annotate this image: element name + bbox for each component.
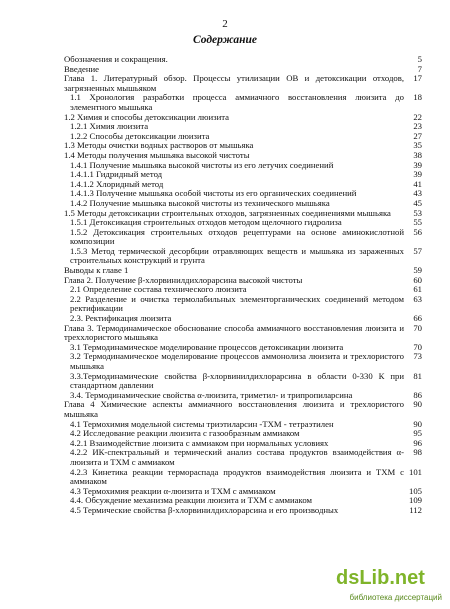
toc-entry	[64, 372, 422, 391]
toc-entry-text: 1.5.3 Метод термической десорбции отравляющих веществ и мышьяка из зараженных строительных конструкций и грунта	[70, 245, 404, 266]
toc-entry-page: 101	[408, 466, 422, 477]
toc-entry	[64, 352, 422, 371]
toc-entry-text: 3.4. Термодинамические свойства α-люизита, триметил- и трипропиларсина	[70, 389, 353, 400]
toc-entry-page: 95	[413, 428, 422, 439]
toc-entry-page: 23	[413, 121, 422, 132]
toc-entry-text: Глава 2. Получение β-хлорвинилдихлорарсина высокой чистоты	[64, 274, 303, 285]
toc-entry	[64, 295, 422, 314]
toc-entry	[64, 448, 422, 467]
toc-entry-text: 4.4. Обсуждение механизма реакции люизита и ТХМ с аммиаком	[70, 495, 312, 506]
toc-entry-page: 5	[417, 54, 422, 64]
toc-entry-text: 1.4.1.2 Хлоридный метод	[70, 178, 164, 189]
toc-entry-text: 1.5.1 Детоксикация строительных отходов методом щелочного гидролиза	[70, 217, 342, 228]
toc-entry-text: 1.2.2 Способы детоксикации люизита	[70, 130, 210, 141]
toc-entry-page: 63	[413, 293, 422, 304]
toc-entry-text: Введение	[64, 63, 100, 74]
toc-entry-page: 38	[413, 149, 422, 160]
toc-entry-text: 4.2.1 Взаимодействие люизита с аммиаком при нормальных условиях	[70, 437, 329, 448]
watermark-logo: dsLib.net	[336, 567, 425, 589]
toc-entry-text: 3.1 Термодинамическое моделирование процессов детоксикации люизита	[70, 341, 344, 352]
toc-entry-page: 35	[413, 140, 422, 151]
toc-entry-page: 60	[413, 274, 422, 285]
toc-entry-page: 112	[409, 504, 422, 515]
toc-entry-page: 53	[413, 207, 422, 218]
toc-entry-text: 4.2.3 Кинетика реакции термораспада продуктов взаимодействия люизита и ТХМ с аммиаком	[70, 466, 404, 487]
toc-entry-text: 4.3 Термохимия реакции α-люизита и ТХМ с аммиаком	[70, 485, 276, 496]
toc-entry-text: 1.4.2 Получение мышьяка высокой чистоты из технического мышьяка	[70, 197, 330, 208]
toc-entry-text: 1.5.2 Детоксикация строительных отходов рецептурами на основе аминокислотной композиции	[70, 226, 404, 247]
toc-entry	[64, 74, 422, 93]
toc-entry-page: 105	[408, 485, 422, 496]
toc-entry-page: 43	[413, 188, 422, 199]
toc-entry-text: 1.2 Химия и способы детоксикации люизита	[64, 111, 229, 122]
toc-entry	[64, 506, 422, 516]
table-of-contents	[64, 55, 422, 516]
toc-entry	[64, 400, 422, 419]
toc-entry-page: 7	[417, 63, 422, 74]
toc-entry-text: 4.2.2 ИК-спектральный и термический анализ состава продуктов взаимодействия α- люизита и ТХМ с аммиаком	[70, 447, 404, 467]
toc-entry-text: 1.3 Методы очистки водных растворов от мышьяка	[64, 140, 254, 151]
toc-entry-page: 90	[413, 399, 422, 410]
page-title: Содержание	[192, 34, 258, 46]
toc-entry-page: 70	[413, 341, 422, 352]
toc-entry-text: 4.1 Термохимия модельной системы триэтиларсин -ТХМ - тетраэтилен	[70, 418, 334, 429]
toc-entry-text: 1.4.1.3 Получение мышьяка особой чистоты из его органических соединений	[70, 188, 357, 199]
toc-entry-text: 1.2.1 Химия люизита	[70, 121, 149, 132]
toc-entry-page: 55	[413, 217, 422, 228]
toc-entry-text: Выводы к главе 1	[64, 265, 129, 276]
toc-entry-page: 109	[408, 495, 422, 506]
toc-entry-text: 4.2 Исследование реакции люизита с газообразным аммиаком	[70, 428, 300, 439]
toc-entry-page: 96	[413, 437, 422, 448]
toc-entry-page: 66	[413, 313, 422, 324]
toc-entry-page: 45	[413, 197, 422, 208]
toc-entry-page: 18	[413, 92, 422, 103]
toc-entry-text: 3.2 Термодинамическое моделирование процессов аммонолиза люизита и трехлористого мышьяка	[70, 351, 404, 371]
toc-entry-page: 59	[413, 265, 422, 276]
toc-entry-page: 81	[413, 370, 422, 381]
toc-entry	[64, 324, 422, 343]
toc-entry-page: 57	[413, 245, 422, 256]
toc-entry-text: 2.1 Определение состава технического люизита	[70, 284, 247, 295]
toc-entry-page: 27	[413, 130, 422, 141]
toc-entry-page: 98	[413, 447, 422, 458]
toc-entry-text: 3.3.Термодинамические свойства β-хлорвинилдихлорарсина в области 0-330 К при стандартном давлении	[70, 370, 404, 391]
toc-entry-page: 70	[413, 322, 422, 333]
toc-entry-text: 1.5 Методы детоксикации строительных отходов, загрязненных соединениями мышьяка	[64, 207, 391, 218]
toc-entry-text: 1.4 Методы получения мышьяка высокой чистоты	[64, 149, 250, 160]
toc-entry	[64, 247, 422, 266]
toc-entry-page: 22	[413, 111, 422, 122]
toc-entry-page: 41	[413, 178, 422, 189]
toc-entry-page: 86	[413, 389, 422, 400]
toc-entry-text: 1.4.1.1 Гидридный метод	[70, 169, 163, 180]
toc-entry-text: 1.4.1 Получение мышьяка высокой чистоты из его летучих соединений	[70, 159, 334, 170]
toc-entry-text: 1.1 Хронология разработки процесса аммиачного восстановления люизита до элементного мышьяка	[70, 92, 404, 112]
toc-entry	[64, 228, 422, 247]
toc-entry	[64, 468, 422, 487]
toc-entry-text: Глава 4 Химические аспекты аммиачного восстановления люизита и трехлористого мышьяка	[64, 399, 404, 419]
toc-entry-page: 90	[413, 418, 422, 429]
toc-entry-page: 17	[413, 73, 422, 84]
toc-entry-text: 2.2 Разделение и очистка термолабильных элементорганических соединений методом ректификации	[70, 293, 404, 314]
toc-entry-page: 39	[413, 169, 422, 180]
toc-entry	[64, 55, 422, 65]
toc-entry-page: 61	[413, 284, 422, 295]
watermark-subtitle: библиотека диссертаций	[349, 593, 442, 602]
toc-entry-text: 2.3. Ректификация люизита	[70, 313, 172, 324]
watermark	[328, 567, 442, 605]
toc-entry-text: Обозначения и сокращения.	[64, 54, 168, 64]
toc-entry-page: 73	[413, 351, 422, 362]
toc-entry-text: Глава 3. Термодинамическое обоснование способа аммиачного восстановления люизита и треххлористого мышьяка	[64, 322, 404, 343]
toc-entry	[64, 93, 422, 112]
toc-entry-page: 56	[413, 226, 422, 237]
toc-entry-page: 39	[413, 159, 422, 170]
page-number: 2	[222, 18, 228, 30]
toc-entry-text: Глава 1. Литературный обзор. Процессы утилизации ОВ и детоксикации отходов, загрязненных мышьяком	[64, 73, 404, 93]
toc-entry-text: 4.5 Термические свойства β-хлорвинилдихлорарсина и его производных	[70, 504, 339, 515]
